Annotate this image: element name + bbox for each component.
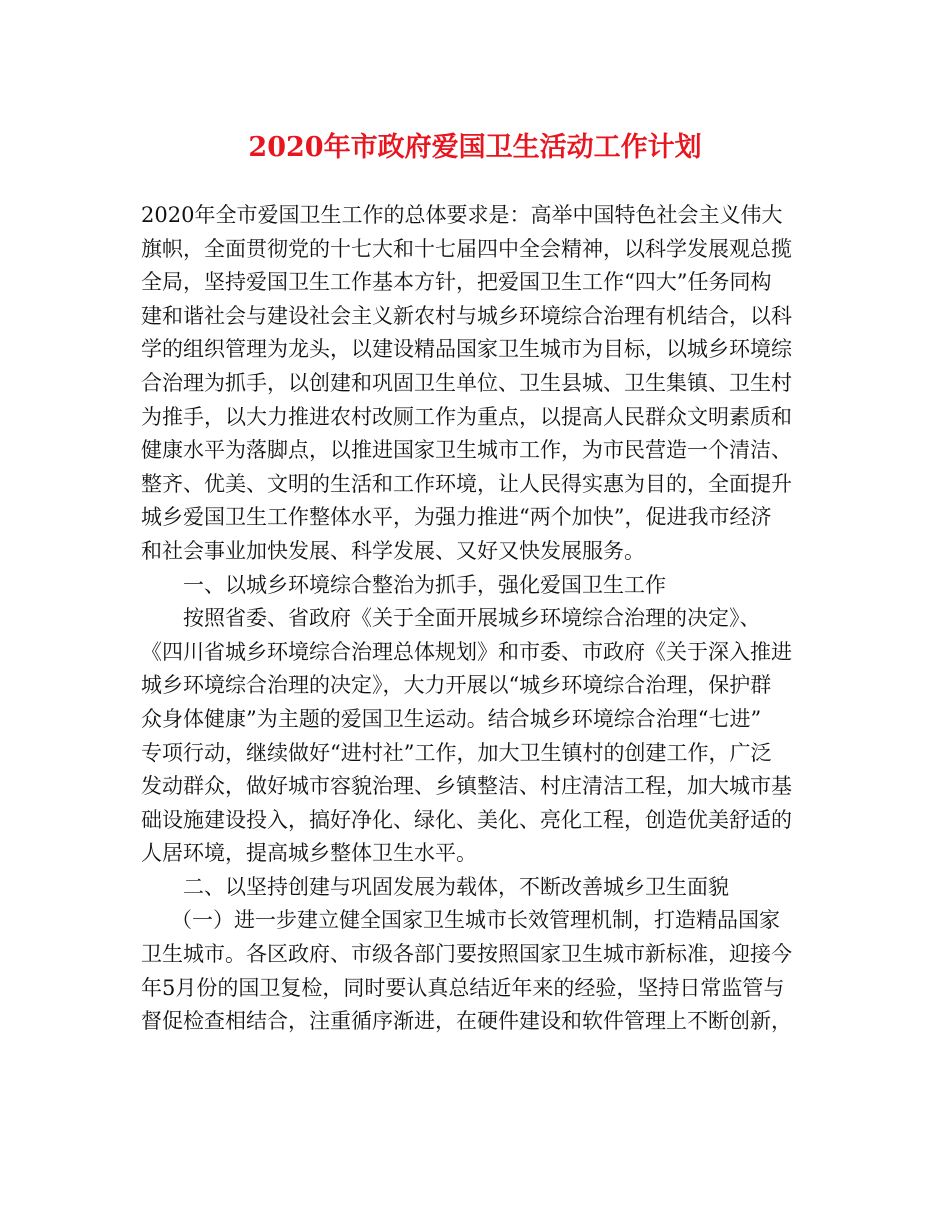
body-line: 督促检查相结合，注重循序渐进，在硬件建设和软件管理上不断创新， [141, 1009, 792, 1034]
body-line: 卫生城市。各区政府、市级各部门要按照国家卫生城市新标准，迎接今 [141, 942, 792, 967]
body-line: 为推手，以大力推进农村改厕工作为重点，以提高人民群众文明素质和 [141, 404, 792, 429]
body-line: 发动群众，做好城市容貌治理、乡镇整洁、村庄清洁工程，加大城市基 [141, 774, 792, 799]
body-line: 城乡环境综合治理的决定》，大力开展以“城乡环境综合治理，保护群 [141, 673, 772, 698]
body-line: 二、以坚持创建与巩固发展为载体，不断改善城乡卫生面貌 [183, 874, 729, 899]
body-line: 合治理为抓手，以创建和巩固卫生单位、卫生县城、卫生集镇、卫生村 [141, 370, 792, 395]
body-line: 学的组织管理为龙头，以建设精品国家卫生城市为目标，以城乡环境综 [141, 337, 792, 362]
body-line: 础设施建设投入，搞好净化、绿化、美化、亮化工程，创造优美舒适的 [141, 807, 792, 832]
body-line: 全局，坚持爱国卫生工作基本方针，把爱国卫生工作“四大”任务同构 [141, 270, 772, 295]
body-line: 专项行动，继续做好“进村社”工作，加大卫生镇村的创建工作，广泛 [141, 740, 772, 765]
body-line: 旗帜，全面贯彻党的十七大和十七届四中全会精神，以科学发展观总揽 [141, 236, 792, 261]
body-line: 和社会事业加快发展、科学发展、又好又快发展服务。 [141, 538, 645, 563]
body-line: 按照省委、省政府《关于全面开展城乡环境综合治理的决定》、 [183, 606, 761, 631]
document-title: 2020年市政府爱国卫生活动工作计划 [248, 132, 702, 163]
body-line: （一）进一步建立健全国家卫生城市长效管理机制，打造精品国家 [171, 908, 780, 933]
body-line: 健康水平为落脚点，以推进国家卫生城市工作，为市民营造一个清洁、 [141, 438, 792, 463]
body-line: 2020年全市爱国卫生工作的总体要求是：高举中国特色社会主义伟大 [141, 203, 783, 227]
body-line: 整齐、优美、文明的生活和工作环境，让人民得实惠为目的，全面提升 [141, 471, 792, 496]
body-line: 建和谐社会与建设社会主义新农村与城乡环境综合治理有机结合，以科 [141, 303, 792, 328]
body-line: 一、以城乡环境综合整治为抓手，强化爱国卫生工作 [183, 572, 666, 597]
body-line: 年5月份的国卫复检，同时要认真总结近年来的经验，坚持日常监管与 [141, 975, 785, 1000]
body-line: 人居环境，提高城乡整体卫生水平。 [141, 841, 477, 866]
document-body [141, 199, 813, 1039]
body-line: 众身体健康”为主题的爱国卫生运动。结合城乡环境综合治理“七进” [141, 706, 762, 731]
body-line: 《四川省城乡环境综合治理总体规划》和市委、市政府《关于深入推进 [141, 639, 792, 664]
body-line: 城乡爱国卫生工作整体水平，为强力推进“两个加快”，促进我市经济 [141, 505, 772, 530]
